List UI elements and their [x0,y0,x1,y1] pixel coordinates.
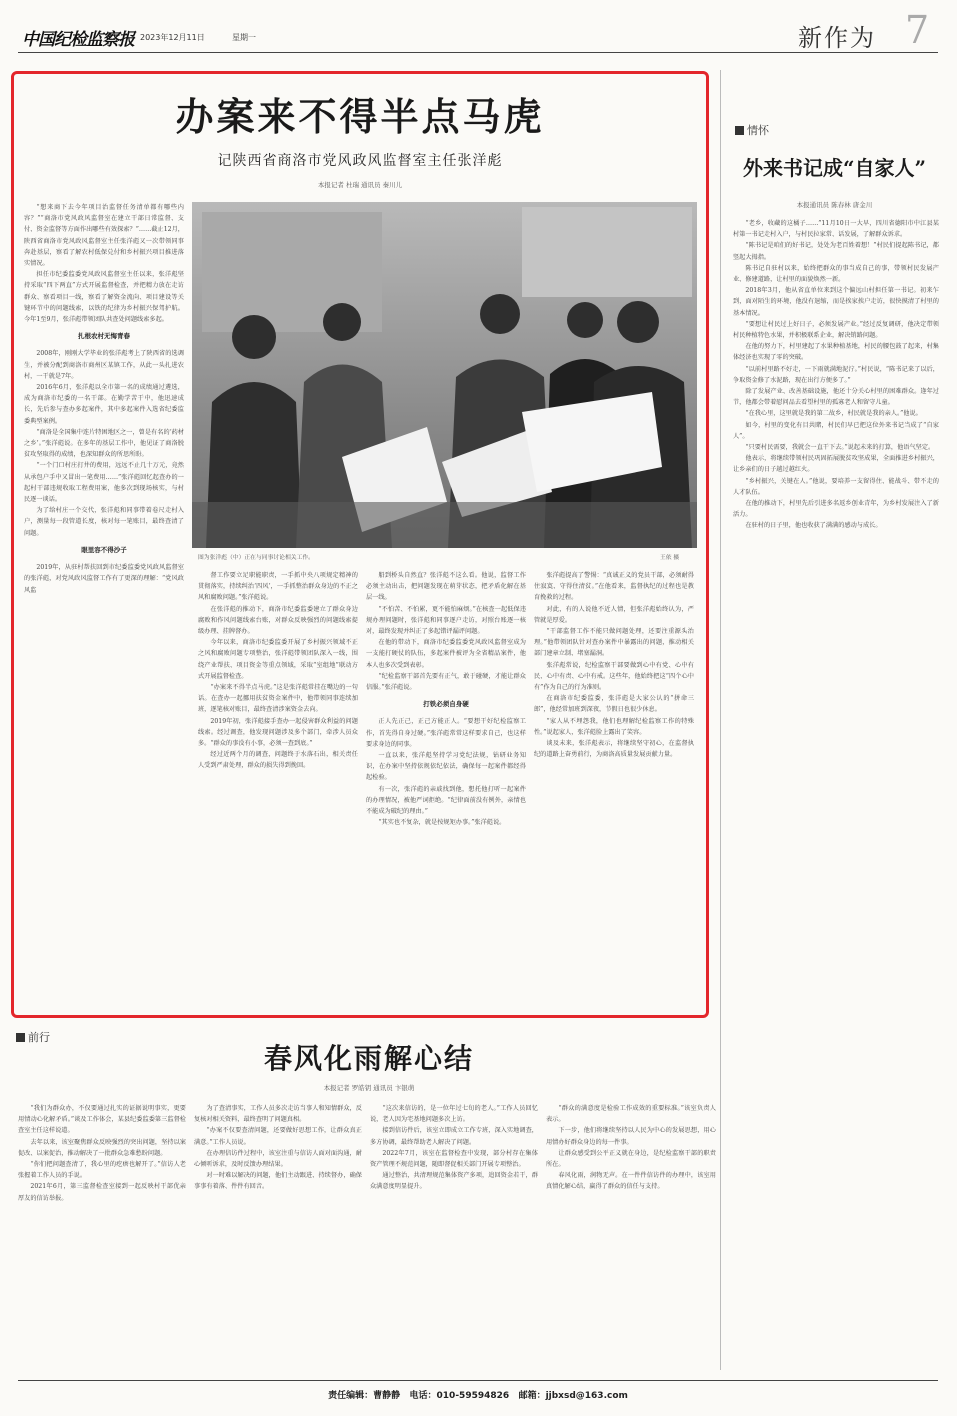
footer [18,1380,938,1410]
article-paragraph: 在他的努力下，村里建起了水果种植基地，村民的腰包鼓了起来，村集体经济也实现了零的突破。 [733,343,939,362]
article-paragraph: “我们为群众办，不仅要通过扎实的证据说明事实，更要用情动心化解矛盾。”谈及工作体会，某县纪委监委第三监督检查室主任这样说道。 [18,1105,186,1135]
main-article-column-4 [534,570,694,1000]
main-article-subtitle: 记陕西省商洛市党风政风监督室主任张洋彪 [217,153,503,169]
footer-phone: 电话：010-59594826 [409,1391,510,1401]
article-paragraph: 他表示，将继续带领村民巩固拓展脱贫攻坚成果，全面推进乡村振兴，让乡亲们的日子越过越红火。 [733,455,939,474]
article-paragraph: “一个门口村庄打井的费用，远远不止几十万元，竟然从承包户手中又冒出一笔费用……”张洋彪回忆起查办的一起村干部违规收取工程费用案，他多次到现场核实，与村民逐一谈话。 [24,462,184,504]
article-paragraph: 除了发展产业、改善基础设施，他还十分关心村里的困难群众。逢年过节，他都会带着慰问品去看望村里的孤寡老人和留守儿童。 [733,388,939,407]
article-paragraph: 去年以来，该室聚焦群众反映强烈的突出问题，坚持以案促改、以案促治，推动解决了一批群众急难愁盼问题。 [18,1138,186,1157]
main-article-column-1 [24,202,184,1002]
main-article [20,80,700,1010]
footer-email: 邮箱：jjbxsd@163.com [518,1391,628,1401]
article-paragraph: 陈书记自驻村以来，始终把群众的事当成自己的事，带领村民发展产业、修建道路，让村里的面貌焕然一新。 [733,264,939,284]
section-subheading: 扎根农村无悔青春 [78,332,130,341]
footer-editor: 责任编辑：曹静静 [328,1391,401,1401]
photo-people-reviewing-documents [192,202,697,548]
article-paragraph: 接到信访件后，该室立即成立工作专班，深入实地调查，多方协调，最终帮助老人解决了问题。 [370,1127,538,1146]
bottom-article-title: 春风化雨解心结 [263,1042,474,1075]
main-article-column-3 [366,570,526,1000]
article-paragraph: “陈书记是咱们的好书记，处处为老百姓着想！”村民们提起陈书记，都竖起大拇指。 [733,242,939,261]
article-paragraph: 张洋彪常说，纪检监察干部要做到心中有党、心中有民、心中有责、心中有戒。这些年，他始终把这“四个心中有”作为自己的行为准则。 [534,661,694,692]
article-paragraph: 在办理信访件过程中，该室注重与信访人面对面沟通，耐心倾听诉求，及时反馈办理结果。 [194,1149,362,1169]
article-paragraph: “群众的满意度是检验工作成效的重要标准。”该室负责人表示。 [546,1105,716,1124]
article-paragraph: 在张洋彪的推动下，商洛市纪委监委建立了群众身边腐败和作风问题线索台账，对群众反映强烈的问题线索提级办理、挂牌督办。 [198,605,358,636]
article-paragraph: “你们把问题查清了，我心里的疙瘩也解开了。”信访人老张握着工作人员的手说。 [18,1161,186,1180]
article-paragraph: 2018年3月，他从省直单位来到这个偏远山村担任第一书记。初来乍到，面对陌生的环境，他没有退缩，而是挨家挨户走访，很快摸清了村里的基本情况。 [733,287,939,317]
article-paragraph: 对此，有的人说他不近人情，但张洋彪始终认为，严管就是厚爱。 [534,605,694,624]
main-article-byline: 本报记者 杜瑞 通讯员 秦川儿 [317,181,403,189]
bottom-article-column-1 [18,1103,186,1365]
column-divider [720,70,721,1370]
article-paragraph: “家人从不埋怨我，他们也理解纪检监察工作的特殊性。”说起家人，张洋彪脸上露出了笑容。 [534,717,694,736]
section-name: 新作为 [798,24,876,52]
article-paragraph: 下一步，他们将继续坚持以人民为中心的发展思想，用心用情办好群众身边的每一件事。 [546,1127,716,1146]
article-paragraph: 让群众感受到公平正义就在身边，是纪检监察干部的职责所在。 [546,1149,716,1169]
bottom-article-column-3 [370,1103,538,1365]
masthead [0,0,957,58]
tag-marker-icon [735,126,744,135]
article-paragraph: 正人先正己，正己方能正人。“要想干好纪检监察工作，首先得自身过硬。”张洋彪常常这样要求自己，也这样要求身边的同事。 [366,718,526,748]
article-paragraph: 春风化雨，润物无声。在一件件信访件的办理中，该室用真情化解心结，赢得了群众的信任与支持。 [546,1172,716,1191]
article-paragraph: “以前村里路不好走，一下雨就满地泥泞。”村民说，“陈书记来了以后，争取资金修了水泥路，现在出行方便多了。” [733,365,939,384]
issue-weekday: 星期一 [232,33,256,42]
article-paragraph: 2022年7月，该室在监督检查中发现，部分村存在集体资产管理不规范问题，随即督促相关部门开展专项整治。 [370,1149,538,1169]
article-paragraph: “商洛是全国集中连片特困地区之一，曾是有名的‘药材之乡’。”张洋彪说。在多年的基层工作中，他见证了商洛脱贫攻坚取得的成绩，也深知群众的所思所盼。 [24,428,184,459]
footer-contact [18,1388,938,1401]
article-paragraph: 在商洛市纪委监委，张洋彪是大家公认的“拼命三郎”，他经常加班到深夜，节假日也很少休息。 [534,695,694,714]
article-paragraph: “办案来不得半点马虎。”这是张洋彪常挂在嘴边的一句话。在查办一起挪用扶贫资金案件中，他带领同事连续加班，逐笔核对账目，最终查清涉案资金去向。 [198,684,358,714]
article-paragraph: “不怕苦、不怕累，更不能怕麻烦。”在核查一起低保违规办理问题时，张洋彪和同事逐户走访，对照台账逐一核对，最终发现并纠正了多起错评漏评问题。 [366,605,526,636]
article-paragraph: 2019年初，张洋彪接手查办一起侵害群众利益的问题线索。经过调查，他发现问题涉及多个部门，牵涉人员众多。“群众的事没有小事，必须一查到底。” [198,717,358,748]
article-paragraph: 张洋彪提高了警惕：“真诚正义的党员干部，必须耐得住寂寞、守得住清贫。”在他看来，监督执纪的过程也是教育挽救的过程。 [534,572,694,602]
right-article-tag [735,122,769,138]
article-paragraph: 2008年，刚刚大学毕业的张洋彪考上了陕西省的选调生，并被分配到商洛市商州区某镇工作，从此一头扎进农村，一干就是7年。 [24,350,184,380]
article-paragraph: 一直以来，张洋彪坚持学习党纪法规，钻研业务知识，在办案中坚持依规依纪依法，确保每一起案件都经得起检验。 [366,752,526,782]
article-paragraph: “老乡，收藏的这橘子……”11月10日一大早，四川省德阳市中江县某村第一书记走村入户，与村民拉家常、话发展，了解群众诉求。 [733,220,939,239]
article-paragraph: 为了给村庄一个交代，张洋彪和同事带着卷尺走村入户，测量每一段管道长度，核对每一笔账目，最终查清了问题。 [24,507,184,537]
article-paragraph: “在我心里，这里就是我的第二故乡，村民就是我的亲人。”他说。 [745,410,922,418]
footer-rule [18,1380,938,1381]
article-paragraph: 为了查清事实，工作人员多次走访当事人和知情群众，反复核对相关资料，最终查明了问题真相。 [194,1105,362,1124]
article-paragraph: 今年以来，商洛市纪委监委开展了乡村振兴领域不正之风和腐败问题专项整治，张洋彪带领团队深入一线，围绕产业帮扶、项目资金等重点领域，采取“室组地”联动方式开展监督检查。 [198,639,358,680]
article-paragraph: 2021年6月，第三监督检查室接到一起反映村干部优亲厚友的信访举报。 [18,1183,186,1202]
main-article-column-2 [198,570,358,1000]
bottom-article-byline: 本报记者 罗皓钥 通讯员 卞银萌 [323,1084,415,1092]
bottom-article-tag-label: 前行 [28,1031,50,1044]
article-paragraph: 通过整治，共清理规范集体资产多项，追回资金若干，群众满意度明显提升。 [370,1172,538,1191]
article-paragraph: “纪检监察干部首先要有正气，敢于碰硬，才能让群众信服。”张洋彪说。 [366,672,526,692]
right-article-byline: 本报通讯员 陈春林 唐金川 [796,201,873,209]
newspaper-logo: 中国纪检监察报 [22,30,134,50]
main-article-title: 办案来不得半点马虎 [175,94,545,139]
issue-date: 2023年12月11日 [140,33,205,42]
article-paragraph: 担任市纪委监委党风政风监督室主任以来，张洋彪坚持采取“四下两直”方式开展监督检查，并把精力放在走访群众、察看项目一线，察看了解资金流向、项目建设等关键环节中的问题线索，以铁的纪律为乡村振兴保驾护航。今年1至9月，张洋彪带领团队共查处问题线索多起。 [24,271,184,324]
bottom-article-column-4 [546,1103,716,1365]
right-article-body [733,218,939,1013]
bottom-article-column-2 [194,1103,362,1365]
section-subheading: 眼里容不得沙子 [81,545,127,554]
article-paragraph: 2016年6月，张洋彪以全市第一名的成绩通过遴选，成为商洛市纪委的一名干部。在勤学苦干中，他迅速成长，先后参与查办多起案件，其中多起案件入选省纪委监委典型案例。 [24,384,184,425]
article-paragraph: “要想让村民过上好日子，必须发展产业。”经过反复调研，他决定带领村民种植特色水果，并积极联系企业，解决销路问题。 [733,320,939,340]
article-paragraph: “只要村民需要，我就会一直干下去。”说起未来的打算，他语气坚定。 [745,444,935,452]
article-paragraph: “干部监督工作不能只做问题处理，还要注重源头治理。”他带领团队针对查办案件中暴露出的问题，推动相关部门建章立制、堵塞漏洞。 [534,628,694,658]
masthead-rule [18,52,938,53]
article-paragraph: 督工作要立足职能职责，一手抓中央八项规定精神的贯彻落实，持续纠治‘四风’，一手抓整治群众身边的不正之风和腐败问题。”张洋彪说。 [198,572,358,602]
bottom-article [14,1025,724,1370]
right-article-tag-label: 情怀 [747,124,769,137]
article-paragraph: 在他的带动下，商洛市纪委监委党风政风监督室成为一支能打硬仗的队伍，多起案件被评为全省精品案件，他本人也多次受到表彰。 [366,639,526,669]
article-paragraph: 在驻村的日子里，他也收获了满满的感动与成长。 [745,522,882,530]
page-number: 7 [905,8,930,52]
article-paragraph: 有一次，张洋彪的亲戚找到他，想托他打听一起案件的办理情况，被他严词拒绝。“纪律面前没有例外，亲情也不能成为破纪的理由。” [366,785,526,816]
article-paragraph: 2019年，从驻村帮扶回到市纪委监委党风政风监督室的张洋彪，对党风政风监督工作有了更深的理解：“党风政风监 [24,564,184,594]
article-paragraph: “乡村振兴，关键在人。”他说，要培养一支留得住、能战斗、带不走的人才队伍。 [733,477,939,496]
article-paragraph: 在他的推动下，村里先后引进多名返乡创业青年，为乡村发展注入了新活力。 [733,500,939,519]
right-article [727,118,942,1018]
article-paragraph: “想来商下去今年项目治监督任务清单都有哪些内容？”“商洛市党风政风监督室在建立干部日常监督、支付、资金监督等方面作出哪些有效探索？”……截止12月，陕西省商洛市党风政风监督室主任张洋彪又一次带领同事奔赴基层，察看了解农村低保兑付和乡村振兴项目推进落实情况。 [24,204,184,268]
article-paragraph: “其实也不复杂，就是按规矩办事。”张洋彪说。 [378,819,506,827]
main-article-photo [192,202,697,548]
article-paragraph: “这次来信访的，是一位年过七旬的老人。”工作人员回忆说，老人因为宅基地问题多次上访。 [370,1105,538,1124]
article-paragraph: “办案不仅要查清问题，还要做好思想工作，让群众真正满意。”工作人员说。 [194,1127,362,1146]
article-paragraph: 谈及未来，张洋彪表示，将继续坚守初心，在监督执纪的道路上奋勇前行，为商洛高质量发展贡献力量。 [534,740,694,759]
section-subheading: 打铁必须自身硬 [423,700,469,709]
article-paragraph: 如今，村里的变化有目共睹，村民们早已把这位外来书记当成了“自家人”。 [733,421,939,440]
right-article-title: 外来书记成“自家人” [742,156,926,180]
article-paragraph: 经过近两个月的调查，问题终于水落石出，相关责任人受到严肃处理，群众的损失得到挽回。 [198,751,358,770]
article-paragraph: 对一时难以解决的问题，他们主动跟进、持续督办，确保事事有着落、件件有回音。 [194,1172,362,1191]
photo-caption: 图为张洋彪（中）正在与同事讨论相关工作。 [198,555,314,561]
photo-credit: 王依 摄 [660,555,680,561]
article-paragraph: 船到桥头自然直？张洋彪不这么看。他说，监督工作必须主动出击，把问题发现在萌芽状态，把矛盾化解在基层一线。 [366,572,526,602]
